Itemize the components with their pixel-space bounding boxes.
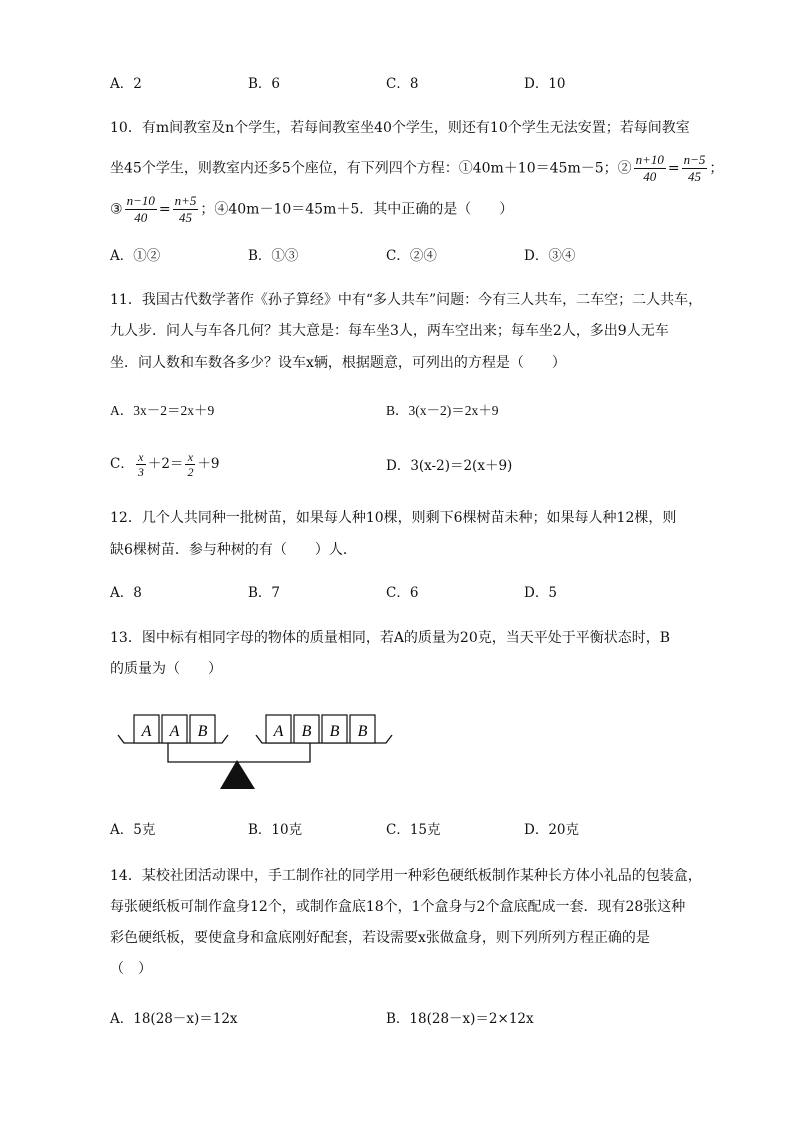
- right-box-4: [350, 715, 375, 743]
- q10-eq2-rhs-num: n−5: [683, 152, 706, 167]
- q9-option-d: D．10: [524, 76, 566, 92]
- q11-option-c-end: ＋9: [197, 456, 220, 472]
- q10-line-2: 坐45个学生，则教室内还多5个座位，有下列四个方程：①40m＋10＝45m－5；② $\frac{n+10}{40}$ = $\frac{n-5}{45}$ ；: [110, 152, 724, 184]
- q10-eq2-lhs: [634, 152, 666, 185]
- q10-eq3-rhs-num: n+5: [174, 193, 197, 208]
- q9-option-b: B．6: [248, 76, 281, 92]
- left-box-1: [134, 715, 159, 743]
- q10-eq3-marker: ③: [110, 201, 123, 218]
- left-box-3: [190, 715, 215, 743]
- q11-option-c: [110, 450, 220, 479]
- beam: [168, 743, 310, 762]
- q10-option-b: B．①③: [248, 248, 299, 264]
- svg-text:B: B: [329, 723, 340, 740]
- q10-line-3-text: ；④40m－10＝45m＋5．其中正确的是（ ）: [200, 201, 514, 218]
- svg-text:B: B: [301, 723, 312, 740]
- q11-option-c-mid: ＋2＝: [147, 456, 184, 472]
- q10-option-a: A．①②: [110, 248, 161, 264]
- fulcrum: [220, 760, 255, 789]
- right-box-3: [322, 715, 347, 743]
- svg-text:A: A: [141, 723, 152, 740]
- q10-eq3-rhs-den: 45: [178, 210, 192, 225]
- q12-option-a: A．8: [110, 585, 142, 601]
- q14-option-a: A．18(28－x)＝12x: [110, 1011, 238, 1027]
- q11-option-d: D．3(x-2)＝2(x＋9): [386, 458, 513, 474]
- q12-option-b: B．7: [248, 585, 281, 601]
- q10-line-1: 10．有m间教室及n个学生，若每间教室坐40个学生，则还有10个学生无法安置；若每间教室: [110, 120, 690, 136]
- q11-option-a: A．3x－2＝2x＋9: [110, 403, 215, 418]
- q11-option-c-frac2: $\frac{x}{2}$: [187, 450, 194, 479]
- svg-text:A: A: [273, 723, 284, 740]
- svg-text:B: B: [197, 723, 208, 740]
- q11-option-b: B．3(x－2)＝2x＋9: [386, 403, 499, 418]
- q10-option-d: D．③④: [524, 248, 576, 264]
- q10-eq3-lhs-num: n−10: [126, 193, 155, 208]
- right-box-1: [266, 715, 291, 743]
- q11-line-2: 九人步．问人与车各几何？其大意是：每车坐3人，两车空出来；每车坐2人，多出9人无车: [110, 323, 669, 339]
- q10-option-c: C．②④: [386, 248, 437, 264]
- q14-line-3: 彩色硬纸板，要使盒身和盒底刚好配套，若设需要x张做盒身，则下列所列方程正确的是: [110, 930, 650, 946]
- q9-option-a: A．2: [110, 76, 142, 92]
- q10-line-3: ③ $\frac{n-10}{40}$ = $\frac{n+5}{45}$ ；④40m－10＝45m＋5．其中正确的是（ ）: [110, 193, 514, 225]
- q11-option-c-frac1: $\frac{x}{3}$: [137, 450, 144, 479]
- q12-option-d: D．5: [524, 585, 557, 601]
- right-box-2: [294, 715, 319, 743]
- q13-option-b: B．10克: [248, 822, 303, 838]
- q14-line-4: （ ）: [110, 961, 152, 977]
- q11-line-3: 坐．问人数和车数各多少？设车x辆，根据题意，可列出的方程是（ ）: [110, 355, 566, 371]
- q10-eq2-rhs-den: 45: [688, 169, 702, 184]
- q11-line-1: 11．我国古代数学著作《孙子算经》中有“多人共车”问题：今有三人共车，二车空；二人共车，: [110, 292, 703, 308]
- left-box-2: [162, 715, 187, 743]
- q10-eq2-lhs-num: n+10: [635, 152, 664, 167]
- q10-eq3-lhs: [125, 193, 157, 226]
- q10-eq2-rhs: [682, 152, 708, 185]
- q10-line-2-text: 坐45个学生，则教室内还多5个座位，有下列四个方程：①40m＋10＝45m－5；②: [110, 160, 632, 177]
- q12-line-2: 缺6棵树苗．参与种树的有（ ）人．: [110, 542, 357, 558]
- q11-option-c-label: C．: [110, 456, 134, 472]
- q9-option-c: C．8: [386, 76, 419, 92]
- q13-line-1: 13．图中标有相同字母的物体的质量相同，若A的质量为20克，当天平处于平衡状态时，B: [110, 630, 671, 646]
- q10-eq3-rhs: [173, 193, 199, 226]
- svg-text:B: B: [357, 723, 368, 740]
- q10-eq2-lhs-den: 40: [643, 169, 657, 184]
- q14-line-1: 14．某校社团活动课中，手工制作社的同学用一种彩色硬纸板制作某种长方体小礼品的包装盒，: [110, 868, 702, 884]
- q12-option-c: C．6: [386, 585, 419, 601]
- q13-option-d: D．20克: [524, 822, 580, 838]
- q14-line-2: 每张硬纸板可制作盒身12个，或制作盒底18个，1个盒身与2个盒底配成一套．现有28张这种: [110, 899, 686, 915]
- q14-option-b: B．18(28－x)＝2×12x: [386, 1011, 534, 1027]
- q13-option-c: C．15克: [386, 822, 441, 838]
- q13-line-2: 的质量为（ ）: [110, 661, 222, 677]
- svg-text:A: A: [169, 723, 180, 740]
- q13-option-a: A．5克: [110, 822, 156, 838]
- balance-scale-diagram: [110, 705, 410, 795]
- q10-eq3-lhs-den: 40: [134, 210, 148, 225]
- q12-line-1: 12．几个人共同种一批树苗，如果每人种10棵，则剩下6棵树苗未种；如果每人种12棵，则: [110, 510, 677, 526]
